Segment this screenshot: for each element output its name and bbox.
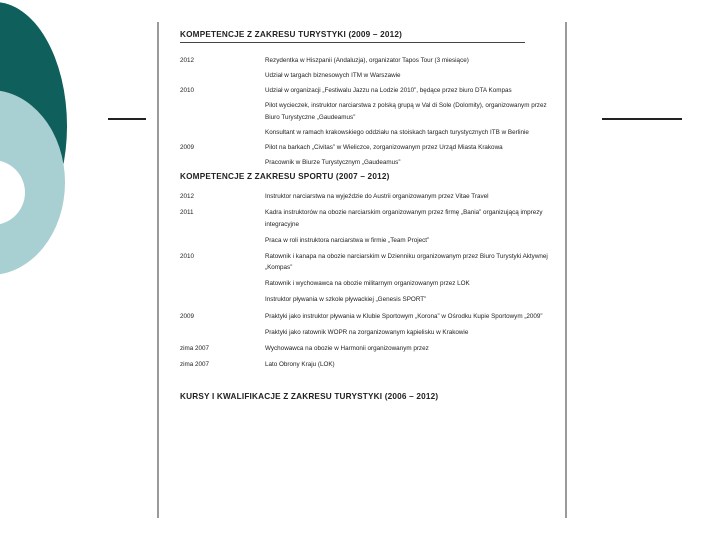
- entry-description: Lato Obrony Kraju (LOK): [265, 360, 335, 368]
- entry-year: 2012: [180, 193, 195, 200]
- right-horizontal-rule: [602, 118, 682, 120]
- entry-year: 2009: [180, 143, 195, 151]
- list-item: [180, 343, 555, 355]
- list-item: [180, 327, 555, 339]
- list-item: [180, 157, 555, 169]
- entry-year: zima 2007: [180, 360, 210, 368]
- list-item: [180, 359, 555, 371]
- list-item: [180, 55, 555, 67]
- list-item: [180, 207, 555, 230]
- entry-year: 2009: [180, 312, 195, 320]
- entry-description: Praca w roli instruktora narciarstwa w firmie „Team Project”: [265, 236, 430, 244]
- entry-year: zima 2007: [180, 344, 210, 352]
- list-item: [180, 235, 555, 247]
- entry-description: Pilot na barkach „Civitas” w Wieliczce, zorganizowanym przez Urząd Miasta Krakowa: [265, 143, 503, 151]
- entry-description: Pilot wycieczek, instruktor narciarstwa z polską grupą w Val di Sole (Dolomity), organizowanym przez Biuro Turystyczne „Gaudeamus”: [265, 102, 547, 121]
- list-item: [180, 100, 555, 123]
- tourism-competences-list: [180, 55, 555, 168]
- list-item: [180, 142, 555, 154]
- sport-competences-list: [180, 191, 555, 370]
- page-right-border: [565, 22, 567, 518]
- entry-description: Instruktor pływania w szkole pływackiej „Genesis SPORT”: [265, 296, 427, 304]
- list-item: [180, 85, 555, 97]
- entry-description: Konsultant w ramach krakowskiego oddziału na stoiskach targach turystycznych ITB w Berlinie: [265, 128, 529, 136]
- entry-description: Rezydentka w Hiszpanii (Andaluzja), organizator Tapos Tour (3 miesiące): [265, 57, 469, 64]
- section-title-courses: KURSY I KWALIFIKACJE Z ZAKRESU TURYSTYKI (2006 – 2012): [180, 392, 439, 402]
- entry-description: Ratownik i wychowawca na obozie militarnym organizowanym przez LOK: [265, 280, 470, 288]
- entry-year: 2010: [180, 252, 195, 260]
- list-item: [180, 294, 555, 306]
- entry-description: Praktyki jako instruktor pływania w Klubie Sportowym „Korona” w Ośrodku Kupie Sportowym „2009”: [265, 312, 543, 320]
- section-title-tourism: KOMPETENCJE Z ZAKRESU TURYSTYKI (2009 – 2012): [180, 30, 525, 43]
- entry-year: 2012: [180, 57, 195, 64]
- entry-description: Udział w organizacji „Festiwalu Jazzu na Lodzie 2010”, będące przez biuro DTA Kompas: [265, 87, 512, 94]
- entry-description: Ratownik i kanapa na obozie narciarskim w Dzienniku organizowanym przez Biuro Turystyki Aktywnej „Kompas”: [265, 252, 548, 272]
- left-horizontal-rule: [108, 118, 146, 120]
- entry-description: Pracownik w Biurze Turystycznym „Gaudeamus”: [265, 158, 401, 166]
- list-item: [180, 127, 555, 139]
- list-item: [180, 70, 555, 82]
- entry-description: Wychowawca na obozie w Harmonii organizowanym przez: [265, 344, 429, 352]
- page-left-border: [157, 22, 159, 518]
- list-item: [180, 191, 555, 203]
- entry-description: Udział w targach biznesowych ITM w Warszawie: [265, 72, 401, 79]
- list-item: [180, 278, 555, 290]
- entry-year: 2010: [180, 87, 195, 94]
- entry-description: Kadra instruktorów na obozie narciarskim organizowanym przez firmę „Bania” organizującą imprezy integracyjne: [265, 209, 543, 228]
- entry-description: Instruktor narciarstwa na wyjeździe do Austrii organizowanym przez Vitae Travel: [265, 193, 489, 200]
- entry-description: Praktyki jako ratownik WOPR na zorganizowanym kąpielisku w Krakowie: [265, 328, 469, 336]
- list-item: [180, 251, 555, 274]
- section-title-sport: KOMPETENCJE Z ZAKRESU SPORTU (2007 – 2012): [180, 172, 390, 181]
- list-item: [180, 311, 555, 323]
- entry-year: 2011: [180, 209, 194, 217]
- cv-document-page: [180, 30, 555, 401]
